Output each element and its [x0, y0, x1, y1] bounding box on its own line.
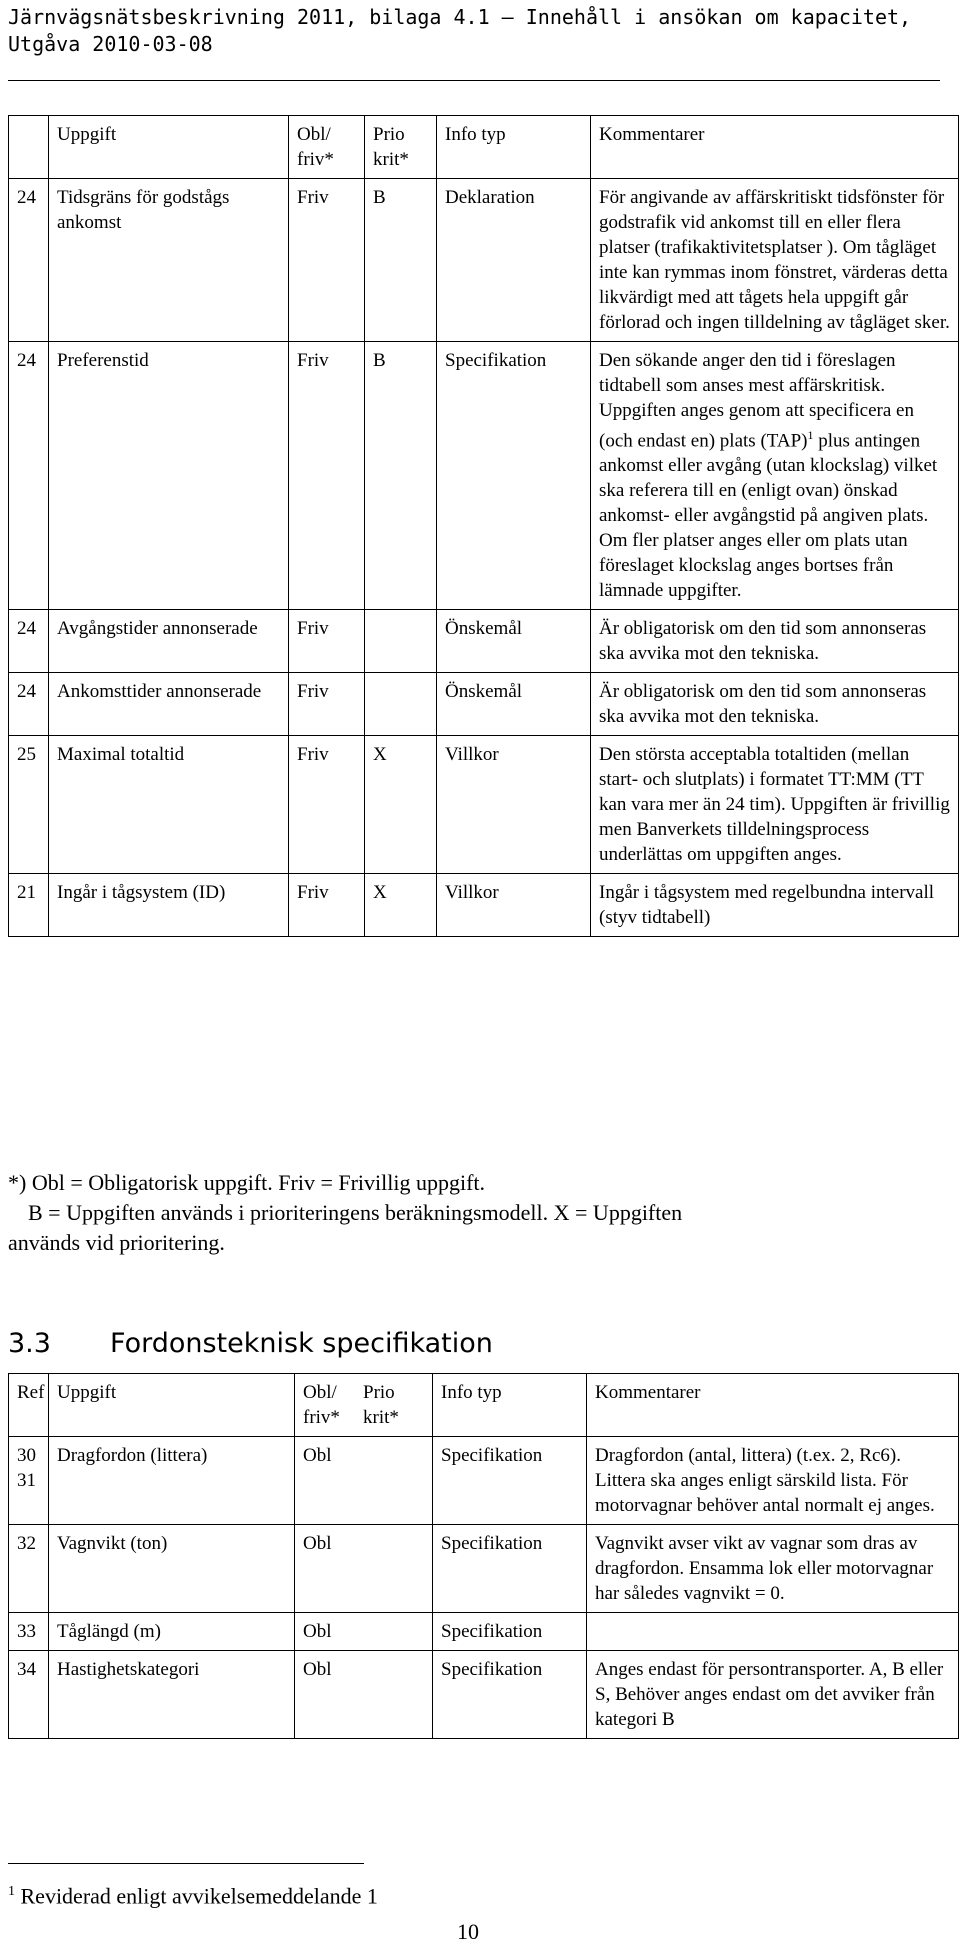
- cell-ref: 24: [9, 673, 49, 736]
- header-ref: [9, 116, 49, 179]
- cell-ref: 25: [9, 736, 49, 874]
- cell-info: Specifikation: [437, 342, 591, 610]
- cell-ref: 21: [9, 874, 49, 937]
- cell-kommentar: Den största acceptabla totaltiden (mellan start- och slutplats) i formatet TT:MM (TT kan vara mer än 24 tim). Uppgiften är frivillig men Banverkets tilldelningsprocess underlättas om uppgiften anges.: [591, 736, 959, 874]
- legend: [8, 1168, 948, 1258]
- cell-obl: Obl: [295, 1613, 433, 1651]
- vehicle-spec-table: [8, 1373, 959, 1739]
- page-number: 10: [457, 1919, 479, 1944]
- cell-kommentar: Är obligatorisk om den tid som annonseras ska avvika mot den tekniska.: [591, 673, 959, 736]
- header-kommentar: Kommentarer: [591, 116, 959, 179]
- cell-ref: 24: [9, 179, 49, 342]
- cell-info: Villkor: [437, 736, 591, 874]
- section-number: 3.3: [8, 1328, 51, 1359]
- cell-ref: 24: [9, 610, 49, 673]
- cell-info: Specifikation: [433, 1613, 587, 1651]
- kommentar-part-a: Den sökande anger den tid i föreslagen tidtabell som anses mest affärskritisk. Uppgiften anges genom att specificera en (och endast en) plats (TAP): [599, 350, 914, 452]
- cell-ref: 30 31: [9, 1437, 49, 1525]
- cell-kommentar: Dragfordon (antal, littera) (t.ex. 2, Rc6). Littera ska anges enligt särskild lista. För motorvagnar behöver antal normalt ej anges.: [587, 1437, 959, 1525]
- cell-kommentar: [587, 1613, 959, 1651]
- document-header: [8, 4, 948, 58]
- table-row: [9, 179, 959, 342]
- footnote-ref: 1: [807, 428, 814, 442]
- cell-uppgift: Avgångstider annonserade: [49, 610, 289, 673]
- header-obl: Obl/ friv*: [289, 116, 365, 179]
- cell-uppgift: Maximal totaltid: [49, 736, 289, 874]
- cell-kommentar: Anges endast för persontransporter. A, B eller S, Behöver anges endast om det avviker från kategori B: [587, 1651, 959, 1739]
- cell-obl: Friv: [289, 179, 365, 342]
- header-title-line: Järnvägsnätsbeskrivning 2011, bilaga 4.1 – Innehåll i ansökan om kapacitet,: [8, 5, 912, 29]
- cell-obl: Friv: [289, 342, 365, 610]
- section-title: Fordonsteknisk specifikation: [110, 1328, 493, 1359]
- cell-ref: 34: [9, 1651, 49, 1739]
- cell-kommentar: Är obligatorisk om den tid som annonseras ska avvika mot den tekniska.: [591, 610, 959, 673]
- kommentar-part-b: plus antingen ankomst eller avgång (utan klockslag) vilket ska referera till en (enligt ovan) önskad ankomst- eller avgångstid på angiven plats. Om fler platser anges eller om plats utan föreslaget klockslag anges bortses från lämnade uppgifter.: [599, 430, 938, 602]
- cell-uppgift: Vagnvikt (ton): [49, 1525, 295, 1613]
- cell-prio: B: [365, 342, 437, 610]
- cell-obl: Friv: [289, 874, 365, 937]
- cell-kommentar: [591, 342, 959, 610]
- cell-obl: Obl: [295, 1651, 433, 1739]
- footnote: [8, 1878, 378, 1910]
- header-uppgift: Uppgift: [49, 1374, 295, 1437]
- header-info: Info typ: [437, 116, 591, 179]
- table-row: [9, 1525, 959, 1613]
- cell-prio: X: [365, 874, 437, 937]
- cell-info: Villkor: [437, 874, 591, 937]
- cell-info: Specifikation: [433, 1651, 587, 1739]
- cell-obl: Friv: [289, 673, 365, 736]
- cell-uppgift: Ingår i tågsystem (ID): [49, 874, 289, 937]
- table-row: [9, 342, 959, 610]
- legend-line: används vid prioritering.: [8, 1230, 225, 1255]
- header-obl: [295, 1374, 433, 1437]
- cell-ref: 24: [9, 342, 49, 610]
- cell-ref: 32: [9, 1525, 49, 1613]
- footnote-marker: 1: [8, 1884, 15, 1899]
- cell-prio: B: [365, 179, 437, 342]
- cell-uppgift: Preferenstid: [49, 342, 289, 610]
- legend-line: B = Uppgiften används i prioriteringens beräkningsmodell. X = Uppgiften: [28, 1200, 683, 1225]
- cell-uppgift: Ankomsttider annonserade: [49, 673, 289, 736]
- cell-kommentar: Ingår i tågsystem med regelbundna intervall (styv tidtabell): [591, 874, 959, 937]
- legend-line: *) Obl = Obligatorisk uppgift. Friv = Frivillig uppgift.: [8, 1170, 486, 1195]
- header-ref: Ref: [9, 1374, 49, 1437]
- header-prio: Prio krit*: [365, 116, 437, 179]
- cell-kommentar: För angivande av affärskritiskt tidsfönster för godstrafik vid ankomst till en eller flera platser (trafikaktivitetsplatser ). Om tågläget inte kan rymmas inom fönstret, värderas detta likvärdigt med att tågets hela uppgift går förlorad och ingen tilldelning av tågläget sker.: [591, 179, 959, 342]
- header-uppgift: Uppgift: [49, 116, 289, 179]
- cell-ref: 33: [9, 1613, 49, 1651]
- cell-obl: Obl: [295, 1525, 433, 1613]
- header-edition-line: Utgåva 2010-03-08: [8, 32, 213, 56]
- cell-uppgift: Dragfordon (littera): [49, 1437, 295, 1525]
- header-obl-label: Obl/ friv*: [303, 1382, 340, 1428]
- cell-info: Önskemål: [437, 610, 591, 673]
- cell-info: Specifikation: [433, 1437, 587, 1525]
- table-row: [9, 673, 959, 736]
- cell-obl: Friv: [289, 610, 365, 673]
- footnote-divider: [8, 1863, 364, 1864]
- header-kommentar: Kommentarer: [587, 1374, 959, 1437]
- table-row: [9, 736, 959, 874]
- cell-info: Önskemål: [437, 673, 591, 736]
- header-info: Info typ: [433, 1374, 587, 1437]
- table-row: [9, 1651, 959, 1739]
- cell-uppgift: Hastighetskategori: [49, 1651, 295, 1739]
- table-row: [9, 610, 959, 673]
- cell-info: Specifikation: [433, 1525, 587, 1613]
- footnote-text: Reviderad enligt avvikelsemeddelande 1: [15, 1883, 378, 1909]
- cell-prio: X: [365, 736, 437, 874]
- cell-kommentar: Vagnvikt avser vikt av vagnar som dras av dragfordon. Ensamma lok eller motorvagnar har således vagnvikt = 0.: [587, 1525, 959, 1613]
- cell-obl: Friv: [289, 736, 365, 874]
- cell-prio: [365, 610, 437, 673]
- table-row: [9, 1613, 959, 1651]
- table-row: [9, 1437, 959, 1525]
- cell-uppgift: Tåglängd (m): [49, 1613, 295, 1651]
- cell-uppgift: Tidsgräns för godstågs ankomst: [49, 179, 289, 342]
- table-header-row: [9, 116, 959, 179]
- train-data-table: [8, 115, 959, 937]
- cell-info: Deklaration: [437, 179, 591, 342]
- section-heading: [8, 1328, 493, 1360]
- header-prio-label: Prio krit*: [363, 1382, 399, 1428]
- header-divider: [8, 80, 940, 81]
- cell-obl: Obl: [295, 1437, 433, 1525]
- table-row: [9, 874, 959, 937]
- cell-prio: [365, 673, 437, 736]
- table-header-row: [9, 1374, 959, 1437]
